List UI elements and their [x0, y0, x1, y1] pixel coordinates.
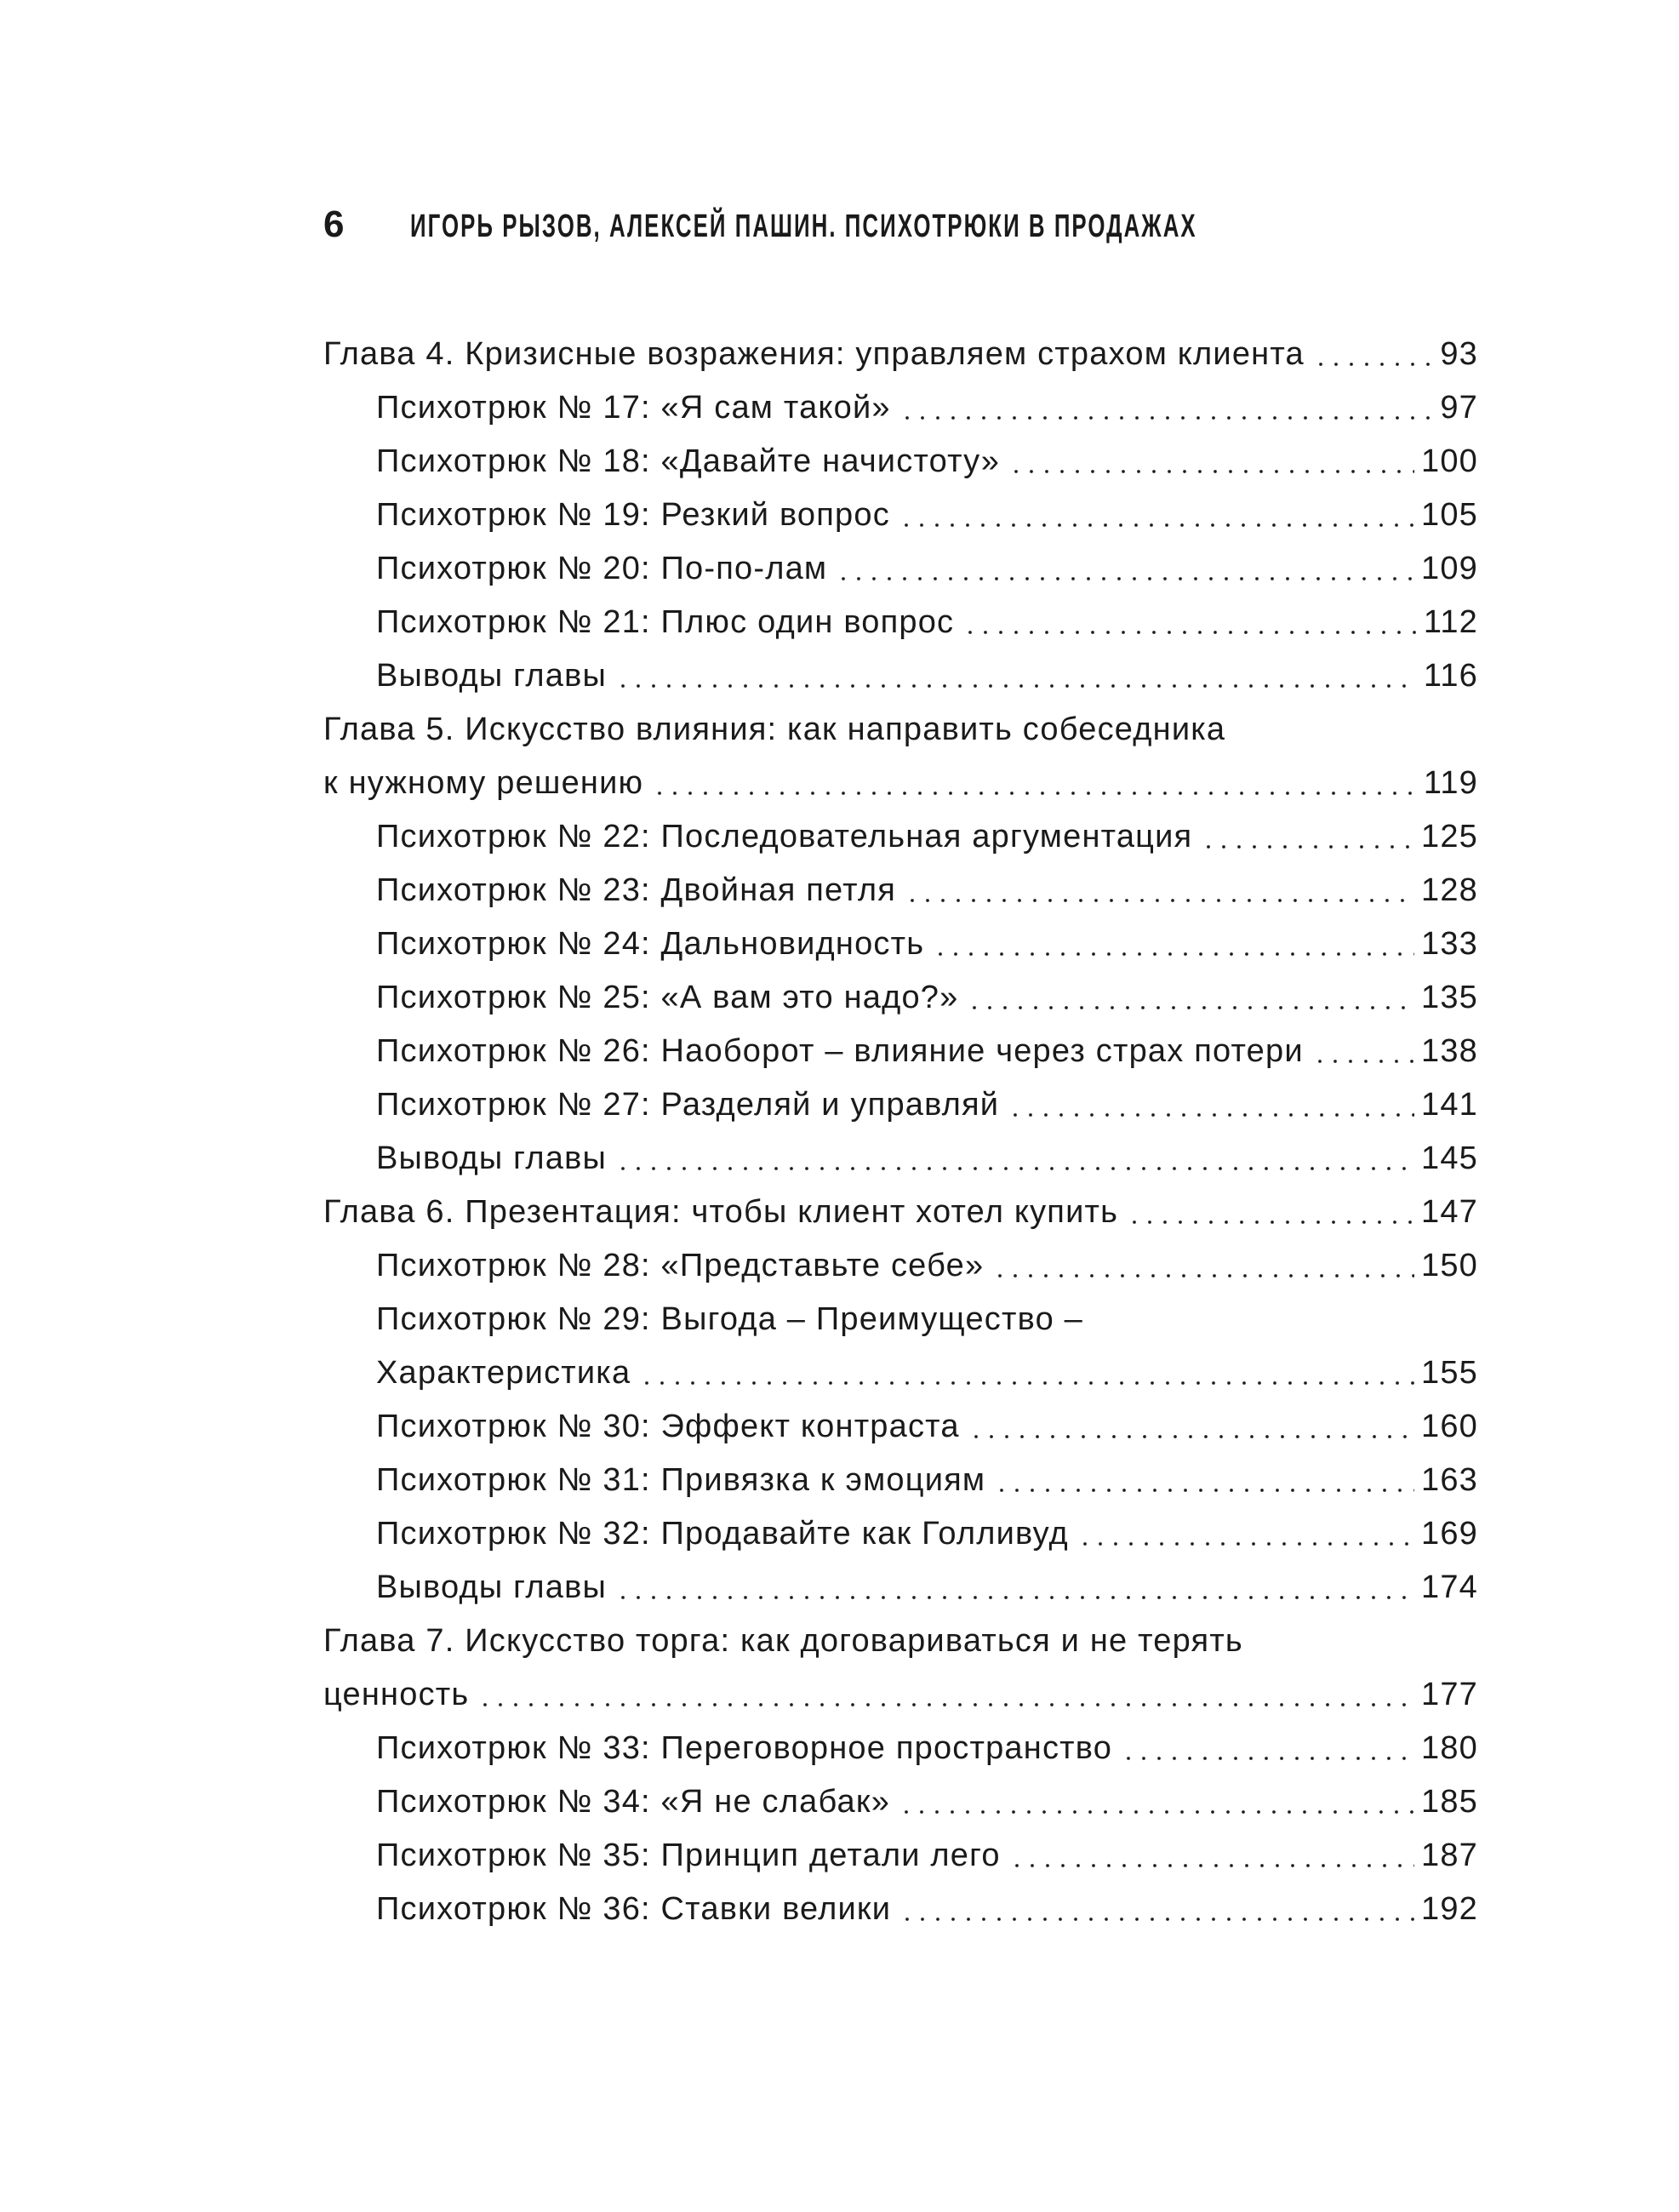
toc-page-number: 160 [1420, 1409, 1478, 1444]
toc-entry-title: Психотрюк № 17: «Я сам такой» [376, 390, 891, 426]
toc-page-number: 141 [1420, 1087, 1478, 1123]
toc-entry [323, 1561, 1478, 1615]
toc-entry-title: ценность [323, 1677, 470, 1712]
toc-entry-title: Психотрюк № 35: Принцип детали лего [376, 1838, 1001, 1873]
toc-entry-title: Характеристика [376, 1355, 631, 1391]
dot-leader [836, 576, 1414, 581]
toc-page-number: 109 [1420, 551, 1478, 586]
toc-entry-title: Психотрюк № 22: Последовательная аргументация [376, 819, 1193, 855]
dot-leader [899, 523, 1414, 528]
toc-entry [323, 328, 1478, 381]
toc-entry [323, 864, 1478, 917]
toc-entry [323, 1346, 1478, 1400]
dot-leader [967, 1005, 1414, 1010]
dot-leader [1201, 844, 1414, 849]
toc-entry [323, 489, 1478, 542]
toc-entry-title: к нужному решению [323, 765, 644, 801]
toc-page-number: 169 [1420, 1516, 1478, 1552]
toc-entry-title: Глава 4. Кризисные возражения: управляем страхом клиента [323, 336, 1305, 372]
toc-entry-title: Психотрюк № 36: Ставки велики [376, 1891, 892, 1927]
toc-entry-title: Выводы главы [376, 1569, 607, 1605]
toc-page-number: 192 [1420, 1891, 1478, 1927]
toc-entry [323, 649, 1478, 703]
dot-leader [899, 1809, 1414, 1815]
dot-leader [899, 415, 1434, 420]
toc-page-number: 112 [1423, 604, 1478, 640]
toc-entry [323, 1722, 1478, 1775]
dot-leader [994, 1488, 1414, 1493]
page-folio: 6 [323, 203, 345, 245]
toc-entry-title: Психотрюк № 18: «Давайте начистоту» [376, 443, 1001, 479]
toc-entry [323, 917, 1478, 971]
toc-page-number: 100 [1420, 443, 1478, 479]
toc-entry [323, 1668, 1478, 1722]
toc-entry-title: Психотрюк № 23: Двойная петля [376, 872, 897, 908]
toc-entry [323, 1132, 1478, 1186]
toc-entry-title: Психотрюк № 28: «Представьте себе» [376, 1248, 985, 1283]
dot-leader [968, 1434, 1414, 1439]
toc-entry-title: Психотрюк № 29: Выгода – Преимущество – [376, 1301, 1083, 1337]
toc-page-number: 116 [1423, 658, 1478, 694]
dot-leader [477, 1702, 1414, 1707]
dot-leader [1008, 1112, 1414, 1117]
toc-page-number: 155 [1420, 1355, 1478, 1391]
toc-page-number: 97 [1440, 390, 1478, 426]
toc-page-number: 187 [1420, 1838, 1478, 1873]
toc-entry-title: Психотрюк № 30: Эффект контраста [376, 1409, 960, 1444]
toc-page-number: 119 [1423, 765, 1478, 801]
toc-entry-title: Глава 6. Презентация: чтобы клиент хотел купить [323, 1194, 1119, 1230]
toc-entry [323, 1507, 1478, 1561]
toc-page-number: 125 [1420, 819, 1478, 855]
toc-entry [323, 542, 1478, 596]
toc-entry-title: Психотрюк № 32: Продавайте как Голливуд [376, 1516, 1069, 1552]
dot-leader [962, 630, 1417, 635]
toc-entry [323, 1883, 1478, 1936]
toc-page-number: 128 [1420, 872, 1478, 908]
dot-leader [1313, 362, 1433, 367]
toc-entry [323, 1025, 1478, 1078]
toc-page-number: 185 [1420, 1784, 1478, 1820]
dot-leader [1009, 1863, 1414, 1868]
toc-entry-title: Глава 5. Искусство влияния: как направить собеседника [323, 712, 1226, 747]
toc-entry-title: Психотрюк № 24: Дальновидность [376, 926, 925, 962]
dot-leader [905, 898, 1414, 903]
toc-entry-title: Выводы главы [376, 658, 607, 694]
toc-page-number: 105 [1420, 497, 1478, 533]
toc-page-number: 133 [1420, 926, 1478, 962]
table-of-contents [323, 328, 1478, 1936]
dot-leader [1121, 1756, 1414, 1761]
dot-leader [615, 683, 1417, 689]
dot-leader [933, 952, 1414, 957]
dot-leader [1077, 1541, 1414, 1546]
toc-entry-title: Психотрюк № 21: Плюс один вопрос [376, 604, 955, 640]
toc-entry-title: Психотрюк № 33: Переговорное пространство [376, 1730, 1113, 1766]
toc-entry [323, 1615, 1478, 1668]
toc-page-number: 138 [1420, 1033, 1478, 1069]
toc-page-number: 180 [1420, 1730, 1478, 1766]
toc-entry [323, 1775, 1478, 1829]
running-header [323, 204, 1483, 247]
dot-leader [615, 1595, 1414, 1600]
toc-entry-title: Психотрюк № 31: Привязка к эмоциям [376, 1462, 986, 1498]
toc-entry-title: Психотрюк № 19: Резкий вопрос [376, 497, 890, 533]
toc-page-number: 174 [1420, 1569, 1478, 1605]
dot-leader [639, 1380, 1414, 1386]
dot-leader [652, 791, 1417, 796]
toc-entry [323, 381, 1478, 435]
toc-entry [323, 1454, 1478, 1507]
toc-page-number: 177 [1420, 1677, 1478, 1712]
dot-leader [1008, 469, 1414, 474]
toc-page-number: 150 [1420, 1248, 1478, 1283]
toc-entry [323, 1400, 1478, 1454]
running-title: ИГОРЬ РЫЗОВ, АЛЕКСЕЙ ПАШИН. ПСИХОТРЮКИ В ПРОДАЖАХ [410, 209, 1197, 244]
toc-entry [323, 1186, 1478, 1239]
toc-entry [323, 971, 1478, 1025]
toc-entry-title: Психотрюк № 26: Наоборот – влияние через страх потери [376, 1033, 1304, 1069]
toc-entry-title: Глава 7. Искусство торга: как договариваться и не терять [323, 1623, 1243, 1659]
toc-entry-title: Психотрюк № 25: «А вам это надо?» [376, 980, 959, 1015]
dot-leader [615, 1166, 1414, 1171]
toc-entry [323, 703, 1478, 757]
toc-entry-title: Выводы главы [376, 1140, 607, 1176]
dot-leader [992, 1273, 1414, 1278]
toc-page-number: 163 [1420, 1462, 1478, 1498]
toc-entry [323, 1293, 1478, 1346]
toc-entry-title: Психотрюк № 20: По-по-лам [376, 551, 828, 586]
dot-leader [1312, 1059, 1414, 1064]
toc-entry [323, 435, 1478, 489]
toc-entry [323, 757, 1478, 810]
toc-page-number: 145 [1420, 1140, 1478, 1176]
toc-entry [323, 1239, 1478, 1293]
dot-leader [899, 1917, 1414, 1922]
toc-page-number: 93 [1440, 336, 1478, 372]
toc-entry [323, 1078, 1478, 1132]
toc-page-number: 147 [1420, 1194, 1478, 1230]
dot-leader [1127, 1220, 1414, 1225]
toc-entry-title: Психотрюк № 27: Разделяй и управляй [376, 1087, 1000, 1123]
toc-entry [323, 596, 1478, 649]
toc-page-number: 135 [1420, 980, 1478, 1015]
toc-entry [323, 810, 1478, 864]
toc-entry [323, 1829, 1478, 1883]
toc-entry-title: Психотрюк № 34: «Я не слабак» [376, 1784, 891, 1820]
